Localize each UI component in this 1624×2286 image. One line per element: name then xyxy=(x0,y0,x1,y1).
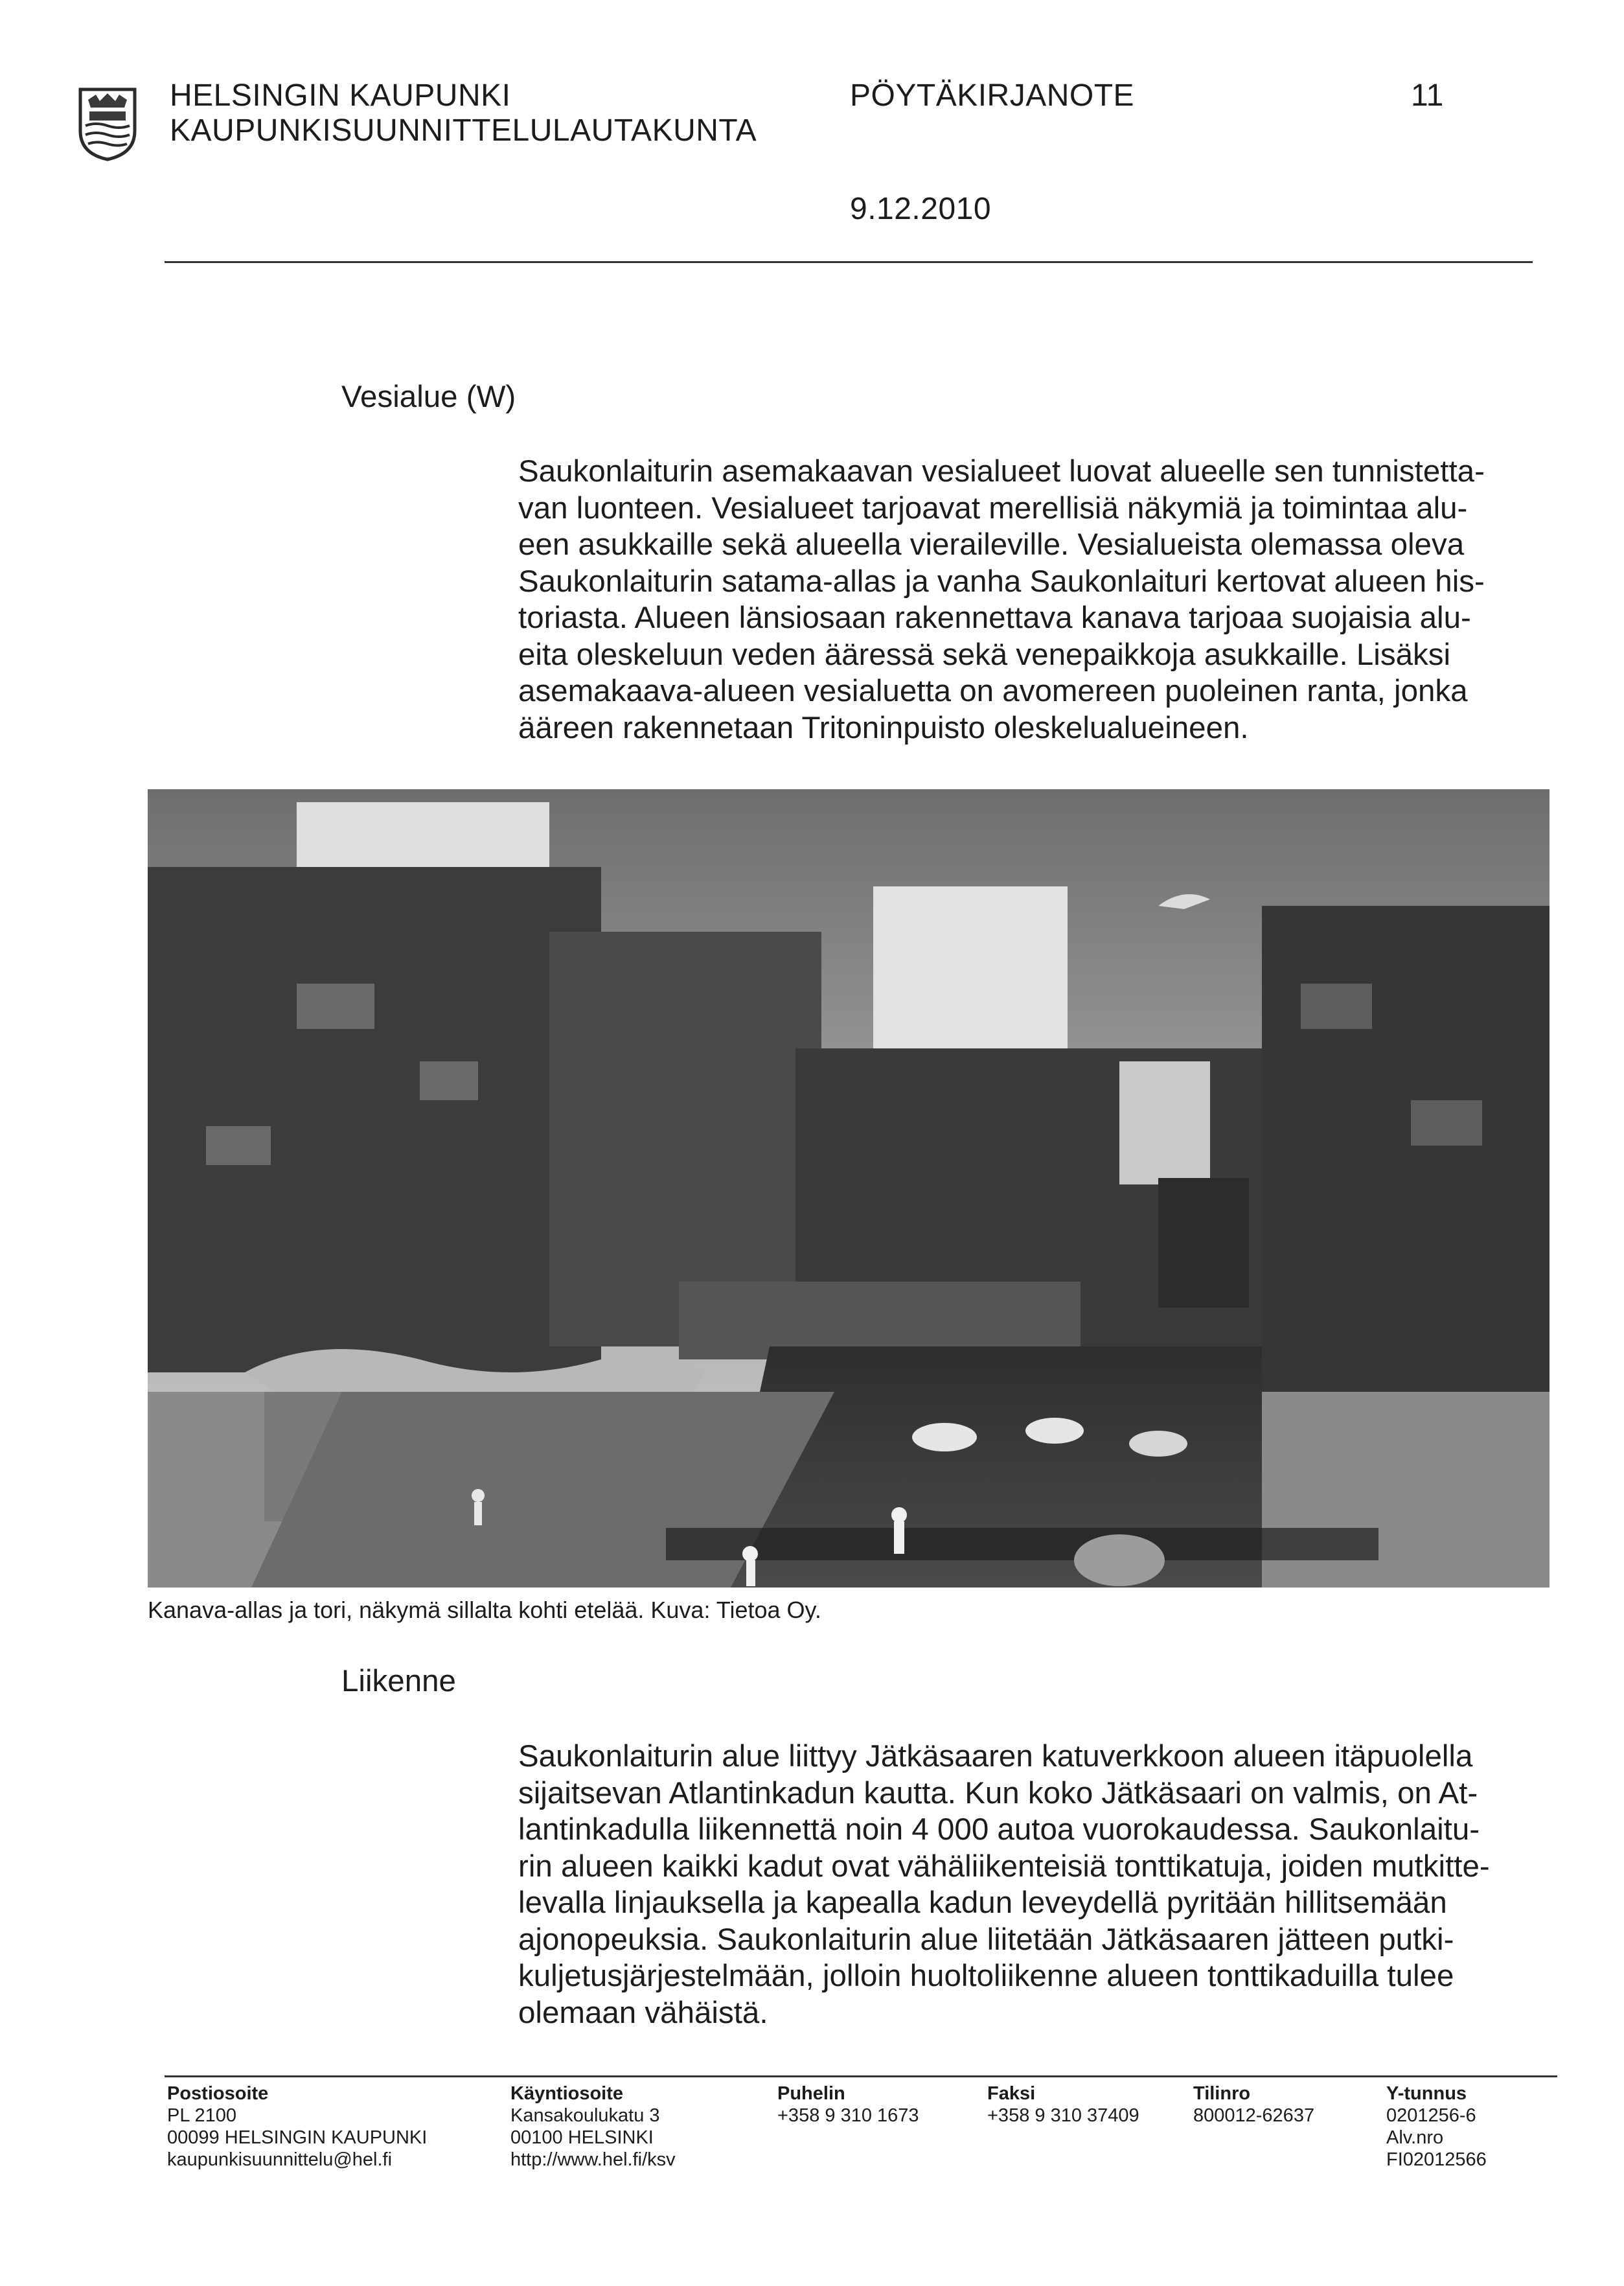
header-divider xyxy=(165,261,1533,263)
architectural-rendering-image xyxy=(148,789,1550,1588)
section-body-vesialue xyxy=(518,454,1542,746)
footer-value: 00099 HELSINGIN KAUPUNKI xyxy=(167,2127,428,2148)
footer-puhelin xyxy=(777,2083,919,2127)
footer-value: +358 9 310 37409 xyxy=(987,2105,1139,2126)
text-line: ääreen rakennetaan Tritoninpuisto oleskelualueineen. xyxy=(518,710,1249,745)
footer-website-link[interactable]: http://www.hel.fi/ksv xyxy=(510,2149,676,2170)
helsinki-coat-of-arms-logo xyxy=(76,86,139,162)
figure-caption: Kanava-allas ja tori, näkymä sillalta kohti etelää. Kuva: Tietoa Oy. xyxy=(148,1597,821,1623)
footer-value: 00100 HELSINKI xyxy=(510,2127,654,2148)
footer-value: PL 2100 xyxy=(167,2105,236,2126)
text-line: kuljetusjärjestelmään, jolloin huoltoliikenne alueen tonttikaduilla tulee xyxy=(518,1959,1454,1993)
text-line: Saukonlaiturin asemakaavan vesialueet luovat alueelle sen tunnistetta- xyxy=(518,454,1485,489)
text-line: Saukonlaiturin satama-allas ja vanha Saukonlaituri kertovat alueen his- xyxy=(518,564,1485,599)
doc-type: PÖYTÄKIRJANOTE xyxy=(850,78,1135,113)
footer-heading: Tilinro xyxy=(1193,2083,1251,2104)
footer-value: +358 9 310 1673 xyxy=(777,2105,919,2126)
org-committee: KAUPUNKISUUNNITTELULAUTAKUNTA xyxy=(170,113,757,148)
footer-divider xyxy=(165,2075,1557,2077)
section-heading-liikenne: Liikenne xyxy=(341,1664,456,1698)
text-line: olemaan vähäistä. xyxy=(518,1995,768,2030)
text-line: van luonteen. Vesialueet tarjoavat merellisiä näkymiä ja toimintaa alu- xyxy=(518,491,1468,525)
footer-email-link[interactable]: kaupunkisuunnittelu@hel.fi xyxy=(167,2149,393,2170)
text-line: ajonopeuksia. Saukonlaiturin alue liitetään Jätkäsaaren jätteen putki- xyxy=(518,1922,1454,1957)
page-number: 11 xyxy=(1411,78,1444,113)
section-heading-vesialue: Vesialue (W) xyxy=(341,380,516,414)
doc-date: 9.12.2010 xyxy=(850,192,992,226)
footer-heading: Käyntiosoite xyxy=(510,2083,624,2104)
text-line: levalla linjauksella ja kapealla kadun leveydellä pyritään hillitsemään xyxy=(518,1886,1447,1920)
footer-tilinro xyxy=(1193,2083,1314,2127)
text-line: sijaitsevan Atlantinkadun kautta. Kun koko Jätkäsaari on valmis, on At- xyxy=(518,1775,1478,1810)
text-line: een asukkaille sekä alueella vieraileville. Vesialueista olemassa oleva xyxy=(518,527,1465,562)
footer-heading: Faksi xyxy=(987,2083,1036,2104)
text-line: eita oleskeluun veden ääressä sekä venepaikkoja asukkaille. Lisäksi xyxy=(518,637,1451,672)
text-line: rin alueen kaikki kadut ovat vähäliikenteisiä tonttikatuja, joiden mutkitte- xyxy=(518,1849,1490,1884)
footer-ytunnus xyxy=(1386,2083,1487,2171)
footer-postiosoite xyxy=(167,2083,427,2171)
text-line: asemakaava-alueen vesialuetta on avomereen puoleinen ranta, jonka xyxy=(518,674,1468,708)
footer-value: 0201256-6 xyxy=(1386,2105,1476,2126)
footer-value: FI02012566 xyxy=(1386,2149,1487,2170)
org-name: HELSINGIN KAUPUNKI xyxy=(170,78,511,113)
footer-heading: Y-tunnus xyxy=(1386,2083,1467,2104)
footer-value: Alv.nro xyxy=(1386,2127,1444,2148)
footer-heading: Postiosoite xyxy=(167,2083,269,2104)
footer-heading: Puhelin xyxy=(777,2083,845,2104)
footer-value: 800012-62637 xyxy=(1193,2105,1315,2126)
text-line: toriasta. Alueen länsiosaan rakennettava kanava tarjoaa suojaisia alu- xyxy=(518,601,1471,635)
text-line: lantinkadulla liikennettä noin 4 000 autoa vuorokaudessa. Saukonlaitu- xyxy=(518,1812,1480,1847)
footer-faksi xyxy=(987,2083,1139,2127)
footer-kayntiosoite xyxy=(510,2083,676,2171)
text-line: Saukonlaiturin alue liittyy Jätkäsaaren katuverkkoon alueen itäpuolella xyxy=(518,1739,1473,1773)
footer-value: Kansakoulukatu 3 xyxy=(510,2105,660,2126)
section-body-liikenne xyxy=(518,1738,1542,2031)
